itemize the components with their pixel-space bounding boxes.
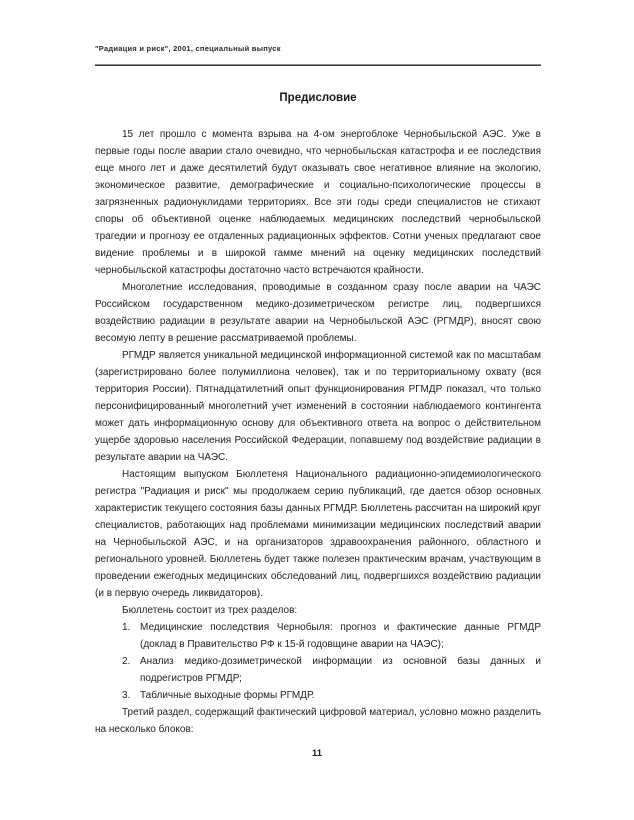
paragraph-bulletin: Настоящим выпуском Бюллетеня Национального радиационно-эпидемиологического регистра "Радиация и риск" мы продолжаем серию публикаций, где дается обзор основных характеристик текущего состояния базы данных РГМДР. Бюллетень рассчитан на широкий круг специалистов, работающих над проблемами минимизации медицинских последствий аварии на Чернобыльской АЭС, и на организаторов здравоохранения районного, областного и регионального уровней. Бюллетень будет также полезен практическим врачам, участвующим в проведении ежегодных медицинских обследований лиц, подвергшихся воздействию радиации (и в первую очередь ликвидаторов). [95,469,541,599]
list-item-number: 2. [122,656,131,667]
document-body [95,126,541,738]
paragraph-register: Многолетние исследования, проводимые в созданном сразу после аварии на ЧАЭС Российском государственном медико-дозиметрическом регистре лиц, подвергшихся воздействию радиации в результате аварии на Чернобыльской АЭС (РГМДР), вносят свою весомую лепту в решение рассматриваемой проблемы. [95,282,541,344]
header-rule [95,64,541,66]
page-number: 11 [311,748,323,759]
list-item-text: Табличные выходные формы РГМДР. [140,690,315,701]
list-item [95,687,541,704]
paragraph-intro: 15 лет прошло с момента взрыва на 4-ом энергоблоке Чернобыльской АЭС. Уже в первые годы после аварии стало очевидно, что чернобыльская катастрофа и ее последствия еще много лет и даже десятилетий будут оказывать свое негативное влияние на экологию, экономическое развитие, демографические и социально-психологические процессы в загрязненных радионуклидами территориях. Все эти годы среди специалистов не стихают споры об объективной оценке наблюдаемых медицинских последствий чернобыльской трагедии и прогнозу ее отдаленных радиационных эффектов. Сотни ученых предлагают свое видение проблемы и в широкой гамме мнений на оценку медицинских последствий чернобыльской катастрофы достаточно часто встречаются крайности. [95,129,541,276]
list-item-number: 1. [122,622,131,633]
paragraph-rgmdr-system: РГМДР является уникальной медицинской информационной системой как по масштабам (зарегистрировано более полумиллиона человек), так и по территориальному охвату (вся территория России). Пятнадцатилетний опыт функционирования РГМДР показал, что только персонифицированный многолетний учет изменений в состоянии наблюдаемого контингента может дать информационную основу для объективного ответа на вопрос о действительном ущербе здоровью населения Российской Федерации, попавшему под воздействие радиации в результате аварии на ЧАЭС. [95,350,541,463]
list-item [95,653,541,687]
paragraph-sections-lead: Бюллетень состоит из трех разделов: [122,605,298,616]
list-item [95,619,541,653]
journal-title: "Радиация и риск", 2001, специальный выпуск [95,44,281,53]
list-item-number: 3. [122,690,131,701]
closing-paragraph: Третий раздел, содержащий фактический цифровой материал, условно можно разделить на несколько блоков: [95,707,541,735]
list-item-text: Анализ медико-дозиметрической информации из основной базы данных и подрегистров РГМДР; [140,656,541,684]
sections-list [95,619,541,704]
list-item-text: Медицинские последствия Чернобыля: прогноз и фактические данные РГМДР (доклад в Правительство РФ к 15-й годовщине аварии на ЧАЭС); [140,622,541,650]
page-title: Предисловие [279,92,357,104]
running-header [95,44,541,53]
